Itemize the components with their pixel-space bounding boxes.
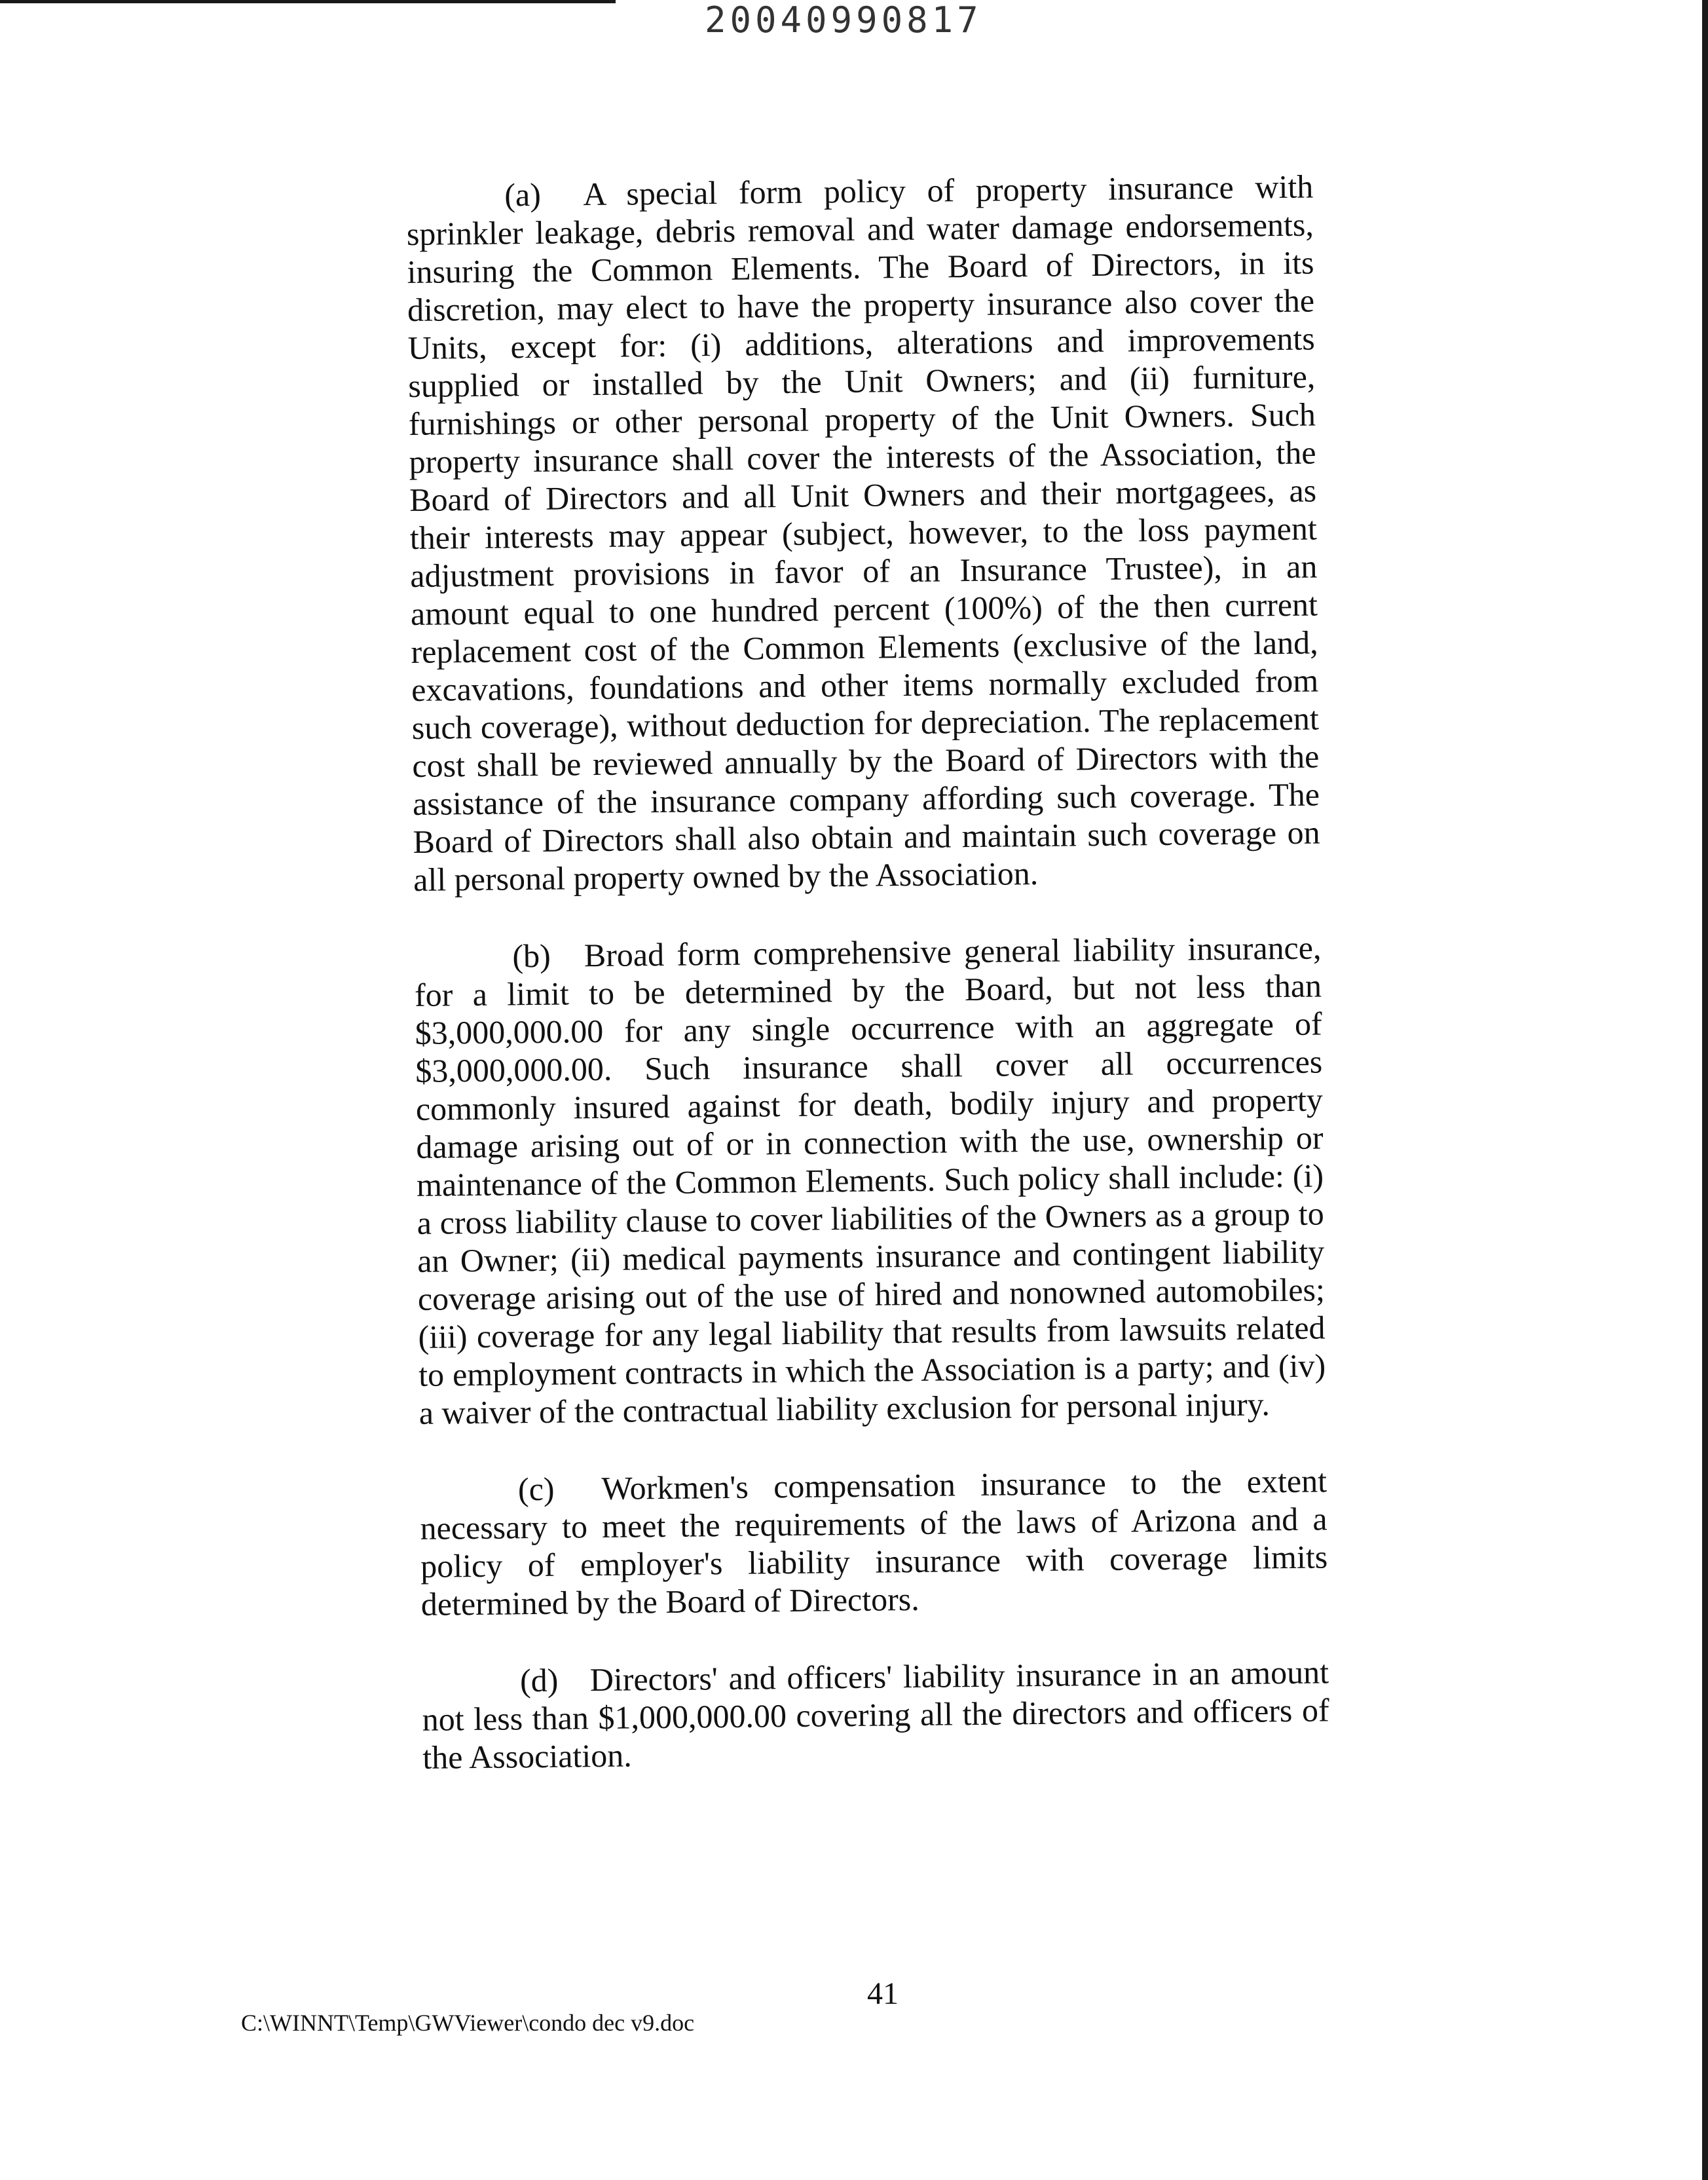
paragraph-b	[414, 928, 1326, 1431]
paragraph-label: (a)	[504, 176, 542, 214]
paragraph-text: A special form policy of property insurance with sprinkler leakage, debris removal and water damage endorsements, insuring the Common Elements. The Board of Directors, in its discretion, may elect to have the property insurance also cover the Units, except for: (i) additions, alterations and improvements supplied or installed by the Unit Owners; and (ii) furniture, furnishings or other personal property of the Unit Owners. Such property insurance shall cover the interests of the Association, the Board of Directors and all Unit Owners and their mortgagees, as their interests may appear (subject, however, to the loss payment adjustment provisions in favor of an Insurance Trustee), in an amount equal to one hundred percent (100%) of the then current replacement cost of the Common Elements (exclusive of the land, excavations, foundations and other items normally excluded from such coverage), without deduction for depreciation. The replacement cost shall be reviewed annually by the Board of Directors with the assistance of the insurance company affording such coverage. The Board of Directors shall also obtain and maintain such coverage on all personal property owned by the Association.	[406, 168, 1320, 898]
paragraph-label: (d)	[519, 1661, 559, 1699]
paragraph-c	[420, 1461, 1328, 1623]
scan-border-right	[1702, 0, 1708, 2180]
paragraph-label: (c)	[517, 1470, 555, 1508]
scan-border-top	[0, 0, 616, 3]
paragraph-label: (b)	[512, 937, 551, 975]
paragraph-a	[406, 167, 1320, 898]
document-number: 20040990817	[705, 0, 982, 41]
paragraph-d	[422, 1653, 1330, 1776]
document-body	[406, 167, 1330, 1815]
page-number: 41	[867, 1976, 899, 2011]
paragraph-text: Directors' and officers' liability insurance in an amount not less than $1,000,000.00 covering all the directors and officers of the Association.	[422, 1653, 1329, 1776]
paragraph-text: Broad form comprehensive general liability insurance, for a limit to be determined by the Board, but not less than $3,000,000.00 for any single occurrence with an aggregate of $3,000,000.00. Such insurance shall cover all occurrences commonly insured against for death, bodily injury and property damage arising out of or in connection with the use, ownership or maintenance of the Common Elements. Such policy shall include: (i) a cross liability clause to cover liabilities of the Owners as a group to an Owner; (ii) medical payments insurance and contingent liability coverage arising out of the use of hired and nonowned automobiles; (iii) coverage for any legal liability that results from lawsuits related to employment contracts in which the Association is a party; and (iv) a waiver of the contractual liability exclusion for personal injury.	[414, 929, 1326, 1431]
file-path: C:\WINNT\Temp\GWViewer\condo dec v9.doc	[241, 2010, 695, 2036]
paragraph-text: Workmen's compensation insurance to the extent necessary to meet the requirements of the laws of Arizona and a policy of employer's liability insurance with coverage limits determined by the Board of Directors.	[420, 1462, 1328, 1623]
